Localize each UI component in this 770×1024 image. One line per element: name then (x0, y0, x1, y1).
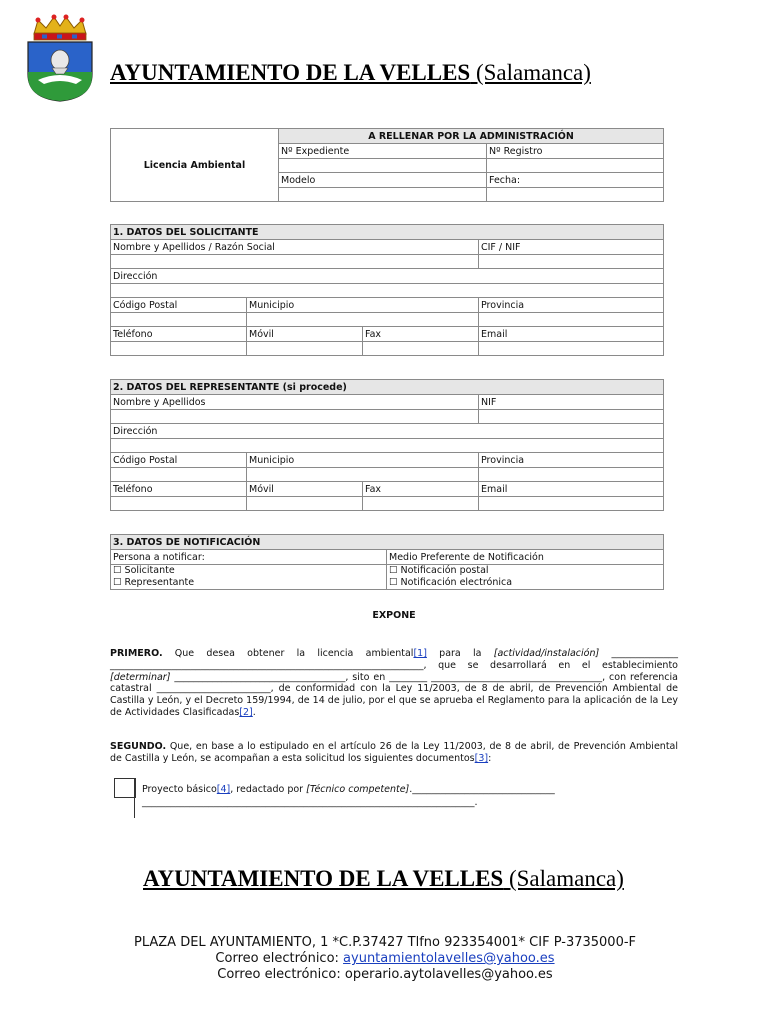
representante-email-field[interactable] (479, 497, 664, 511)
representante-direccion-label: Dirección (111, 424, 664, 439)
footer-address: PLAZA DEL AYUNTAMIENTO, 1 *C.P.37427 Tlfno 923354001* CIF P-3735000-F (133, 935, 637, 950)
tecnico-placeholder: [Técnico competente] (306, 784, 410, 795)
primero-text-f: ____________________________________, con referencia catastral ________________________, de conformidad con la Ley 11/2003, de 8 de abril, de Prevención Ambiental de Castilla y León, y el Decreto 159/1994, de 14 de julio, por el que se aprueba el Reglamento para la aplicación de la Ley de Actividades Clasificadas (110, 671, 678, 718)
representante-provincia-label: Provincia (479, 453, 664, 468)
segundo-label: SEGUNDO. (110, 741, 167, 752)
fecha-label: Fecha: (487, 173, 664, 188)
notificacion-heading: 3. DATOS DE NOTIFICACIÓN (111, 535, 664, 550)
representante-nombre-field[interactable] (111, 410, 479, 424)
solicitante-telefono-field[interactable] (111, 342, 247, 356)
footer-title-region: (Salamanca) (503, 866, 624, 891)
segundo-paragraph (110, 741, 678, 765)
representante-provincia-field[interactable] (479, 468, 664, 482)
solicitante-municipio-label: Municipio (247, 298, 479, 313)
medio-notificacion-label: Medio Preferente de Notificación (387, 550, 664, 565)
representante-municipio-field[interactable] (247, 468, 479, 482)
representante-email-label: Email (479, 482, 664, 497)
footer-email-1 (0, 951, 770, 966)
solicitante-checkbox[interactable]: ☐ Solicitante (113, 565, 175, 576)
representante-movil-label: Móvil (247, 482, 363, 497)
admin-heading: A RELLENAR POR LA ADMINISTRACIÓN (279, 129, 664, 144)
footer-email-2-label: Correo electrónico: (217, 967, 345, 982)
primero-text-g: . (252, 706, 256, 718)
representante-nif-label: NIF (479, 395, 664, 410)
primero-paragraph (110, 648, 678, 719)
primero-label: PRIMERO. (110, 648, 163, 659)
persona-notificar-label: Persona a notificar: (111, 550, 387, 565)
representante-nif-field[interactable] (479, 410, 664, 424)
proyecto-text-a: Proyecto básico (142, 784, 217, 795)
solicitante-cif-field[interactable] (479, 255, 664, 269)
representante-table (110, 379, 664, 511)
coat-of-arms-icon (24, 14, 96, 102)
primero-text-b: para la (426, 648, 494, 659)
proyecto-text-d: ______________________________________________________________________. (142, 797, 478, 808)
actividad-placeholder: [actividad/instalación] (493, 648, 600, 659)
representante-movil-field[interactable] (247, 497, 363, 511)
admin-table (110, 128, 664, 202)
footer-email-1-label: Correo electrónico: (215, 951, 344, 966)
solicitante-email-label: Email (479, 327, 664, 342)
representante-cp-label: Código Postal (111, 453, 247, 468)
footnote-1-link[interactable]: [1] (413, 648, 427, 659)
licencia-label: Licencia Ambiental (111, 129, 279, 202)
solicitante-heading: 1. DATOS DEL SOLICITANTE (111, 225, 664, 240)
footer-email-2-value: operario.aytolavelles@yahoo.es (344, 967, 553, 982)
solicitante-provincia-field[interactable] (479, 313, 664, 327)
registro-label: Nº Registro (487, 144, 664, 159)
footer-title (143, 866, 624, 892)
solicitante-table (110, 224, 664, 356)
primero-text-a: Que desea obtener la licencia ambiental (162, 648, 414, 659)
proyecto-item (142, 783, 672, 809)
footer-email-2 (0, 967, 770, 982)
postal-checkbox[interactable]: ☐ Notificación postal (389, 565, 489, 576)
solicitante-cp-field[interactable] (111, 313, 247, 327)
representante-cp-field[interactable] (111, 468, 247, 482)
representante-telefono-label: Teléfono (111, 482, 247, 497)
fecha-field[interactable] (487, 188, 664, 202)
representante-fax-label: Fax (363, 482, 479, 497)
solicitante-email-field[interactable] (479, 342, 664, 356)
footer-title-bold: AYUNTAMIENTO DE LA VELLES (143, 866, 504, 891)
solicitante-direccion-label: Dirección (111, 269, 664, 284)
solicitante-cif-label: CIF / NIF (479, 240, 664, 255)
primero-text-c: ______________ (599, 648, 678, 659)
solicitante-municipio-field[interactable] (247, 313, 479, 327)
representante-fax-field[interactable] (363, 497, 479, 511)
solicitante-fax-field[interactable] (363, 342, 479, 356)
solicitante-nombre-label: Nombre y Apellidos / Razón Social (111, 240, 479, 255)
registro-field[interactable] (487, 159, 664, 173)
solicitante-nombre-field[interactable] (111, 255, 479, 269)
determinar-placeholder: [determinar] (110, 671, 171, 683)
electronica-checkbox[interactable]: ☐ Notificación electrónica (389, 577, 513, 588)
expediente-field[interactable] (279, 159, 487, 173)
segundo-text-a: Que, en base a lo estipulado en el artículo 26 de la Ley 11/2003, de 8 de abril, de Prevención Ambiental de Castilla y León, se acompañan a esta solicitud los siguientes documentos (110, 741, 678, 764)
page-title (110, 60, 591, 86)
footnote-3-link[interactable]: [3] (474, 752, 489, 764)
modelo-label: Modelo (279, 173, 487, 188)
modelo-field[interactable] (279, 188, 487, 202)
primero-text-e: ____________________________________, sito en ________ (170, 671, 428, 683)
title-bold: AYUNTAMIENTO DE LA VELLES (110, 60, 471, 85)
representante-heading: 2. DATOS DEL REPRESENTANTE (si procede) (111, 380, 664, 395)
solicitante-fax-label: Fax (363, 327, 479, 342)
notificacion-table (110, 534, 664, 590)
representante-municipio-label: Municipio (247, 453, 479, 468)
solicitante-direccion-field[interactable] (111, 284, 664, 298)
proyecto-text-c: .______________________________ (409, 784, 555, 795)
footer-email-1-link[interactable]: ayuntamientolavelles@yahoo.es (343, 951, 555, 966)
checkbox-divider (134, 778, 135, 818)
representante-direccion-field[interactable] (111, 439, 664, 453)
solicitante-telefono-label: Teléfono (111, 327, 247, 342)
representante-telefono-field[interactable] (111, 497, 247, 511)
solicitante-movil-field[interactable] (247, 342, 363, 356)
solicitante-cp-label: Código Postal (111, 298, 247, 313)
segundo-text-b: : (488, 752, 492, 764)
footnote-2-link[interactable]: [2] (239, 706, 253, 718)
solicitante-provincia-label: Provincia (479, 298, 664, 313)
expediente-label: Nº Expediente (279, 144, 487, 159)
expone-heading: EXPONE (372, 610, 416, 621)
proyecto-checkbox[interactable] (114, 778, 136, 798)
proyecto-text-b: , redactado por (230, 784, 307, 795)
representante-nombre-label: Nombre y Apellidos (111, 395, 479, 410)
footnote-4-link[interactable]: [4] (216, 784, 231, 795)
primero-text-d: __________________________________________________________________, que se desarrollará en el establecimiento (110, 659, 678, 671)
title-region: (Salamanca) (470, 60, 591, 85)
solicitante-movil-label: Móvil (247, 327, 363, 342)
representante-checkbox[interactable]: ☐ Representante (113, 577, 195, 588)
